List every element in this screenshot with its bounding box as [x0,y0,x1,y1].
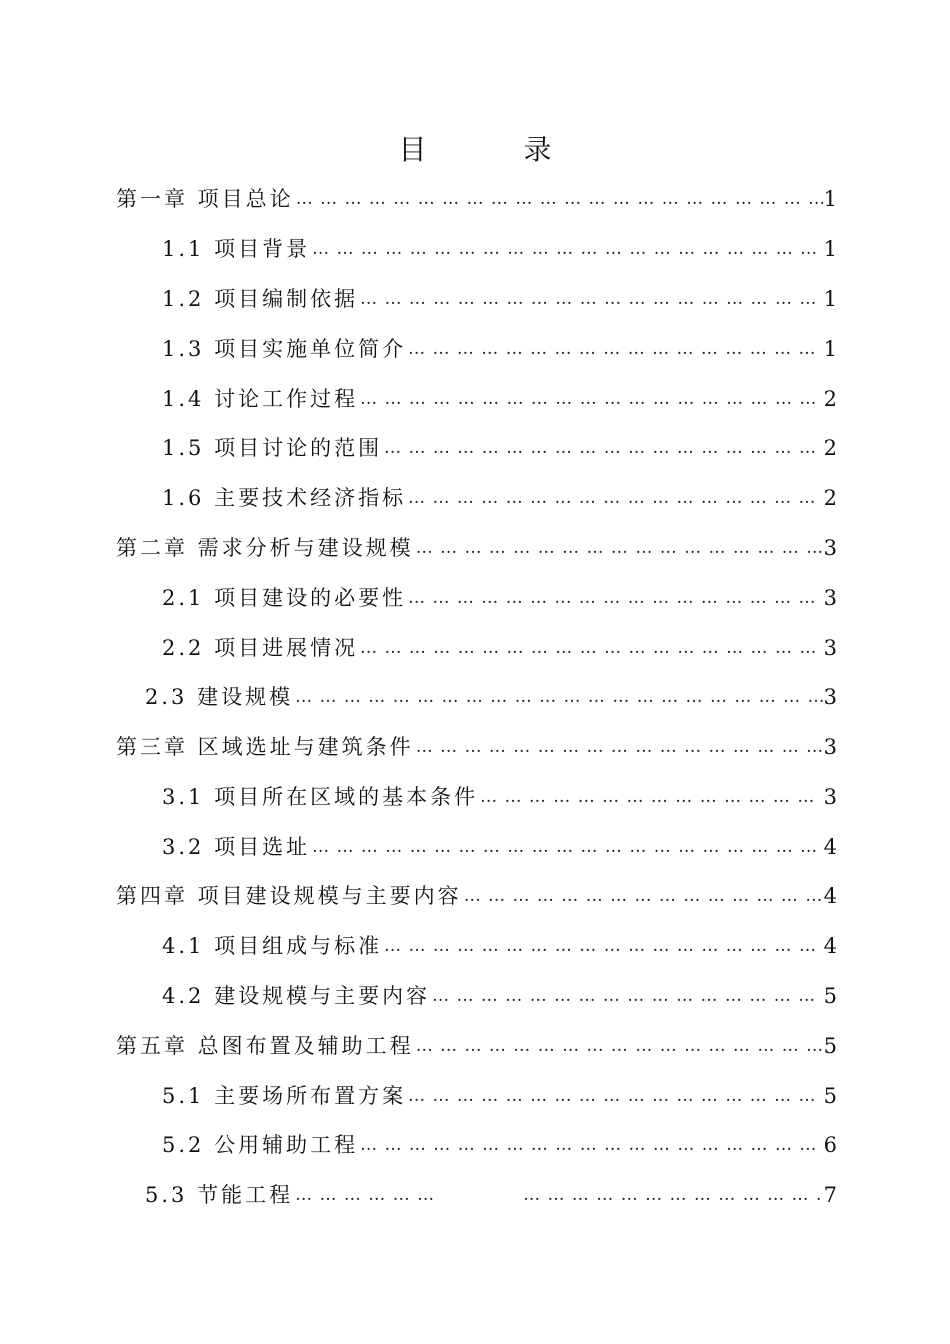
toc-entry-2-3[interactable] [145,682,837,712]
toc-entry-label: 1.1 项目背景 [162,237,311,261]
toc-entry-label: 1.6 主要技术经济指标 [162,486,407,510]
toc-entry-label: 4.1 项目组成与标准 [162,934,383,958]
toc-entry-1-6[interactable] [162,483,837,513]
toc-entry-chapter-5[interactable] [116,1031,837,1061]
toc-entry-5-3[interactable] [145,1180,837,1210]
dot-leader [416,533,823,563]
dot-leader [360,633,823,663]
toc-entry-label: 1.4 讨论工作过程 [162,387,359,411]
toc-page-number: 4 [823,835,837,859]
toc-entry-1-4[interactable] [162,384,837,414]
toc-page-number: 2 [823,387,837,411]
toc-entry-2-2[interactable] [162,633,837,663]
toc-entry-4-1[interactable] [162,931,837,961]
toc-entry-2-1[interactable] [162,583,837,613]
toc-entry-label: 5.2 公用辅助工程 [162,1133,359,1157]
dot-leader [432,981,823,1011]
dot-leader [384,433,823,463]
dot-leader [408,583,823,613]
toc-page-number: 1 [823,287,837,311]
dot-leader [360,284,823,314]
toc-page-number: 4 [823,884,837,908]
toc-entry-label: 1.5 项目讨论的范围 [162,436,383,460]
toc-entry-label: 1.3 项目实施单位简介 [162,337,407,361]
toc-page-number: 2 [823,486,837,510]
dot-leader [295,1180,441,1210]
toc-entry-4-2[interactable] [162,981,837,1011]
toc-page-number: 3 [823,735,837,759]
toc-entry-label: 4.2 建设规模与主要内容 [162,984,431,1008]
toc-page-number: 1 [823,187,837,211]
toc-entry-chapter-1[interactable] [116,184,837,214]
dot-leader [464,881,823,911]
toc-entry-label: 5.1 主要场所布置方案 [162,1084,407,1108]
dot-leader [416,732,823,762]
dot-leader [295,682,823,712]
toc-entry-label: 2.1 项目建设的必要性 [162,586,407,610]
toc-entry-1-2[interactable] [162,284,837,314]
toc-page-number: 3 [823,685,837,709]
toc-page-number: 7 [823,1183,837,1207]
toc-entry-label: 第二章 需求分析与建设规模 [116,536,414,560]
dot-leader [416,1031,823,1061]
toc-entry-3-1[interactable] [162,782,837,812]
toc-page-number: 5 [823,984,837,1008]
toc-page-number: 6 [823,1133,837,1157]
toc-entry-label: 2.2 项目进展情况 [162,636,359,660]
dot-leader [312,832,823,862]
toc-entry-label: 2.3 建设规模 [145,685,294,709]
toc-page-number: 4 [823,934,837,958]
toc-page-number: 3 [823,586,837,610]
dot-leader [360,1130,823,1160]
toc-entry-label: 3.2 项目选址 [162,835,311,859]
toc-page-number: 2 [823,436,837,460]
toc-entry-chapter-3[interactable] [116,732,837,762]
toc-entry-5-2[interactable] [162,1130,837,1160]
dot-leader [408,334,823,364]
toc-entry-label: 第五章 总图布置及辅助工程 [116,1034,414,1058]
dot-leader [296,184,823,214]
toc-entry-3-2[interactable] [162,832,837,862]
toc-entry-chapter-2[interactable] [116,533,837,563]
toc-entry-label: 第三章 区域选址与建筑条件 [116,735,414,759]
dot-leader [408,1081,823,1111]
toc-entry-chapter-4[interactable] [116,881,837,911]
toc-entry-1-3[interactable] [162,334,837,364]
toc-entry-label: 3.1 项目所在区域的基本条件 [162,785,479,809]
dot-leader [384,931,823,961]
toc-entry-label: 第四章 项目建设规模与主要内容 [116,884,462,908]
toc-entry-label: 1.2 项目编制依据 [162,287,359,311]
dot-leader [523,1180,823,1210]
toc-page-number: 3 [823,536,837,560]
dot-leader [360,384,823,414]
toc-entry-label: 第一章 项目总论 [116,187,294,211]
toc-page-number: 1 [823,337,837,361]
toc-page-number: 5 [823,1034,837,1058]
toc-page-number: 3 [823,636,837,660]
toc-page-number: 1 [823,237,837,261]
dot-leader [480,782,823,812]
toc-page-number: 3 [823,785,837,809]
toc-page-number: 5 [823,1084,837,1108]
toc-entry-1-1[interactable] [162,234,837,264]
toc-entry-label: 5.3 节能工程 [145,1183,294,1207]
toc-title: 目 录 [398,133,596,166]
dot-leader [408,483,823,513]
dot-leader [312,234,823,264]
toc-entry-1-5[interactable] [162,433,837,463]
toc-entry-5-1[interactable] [162,1081,837,1111]
